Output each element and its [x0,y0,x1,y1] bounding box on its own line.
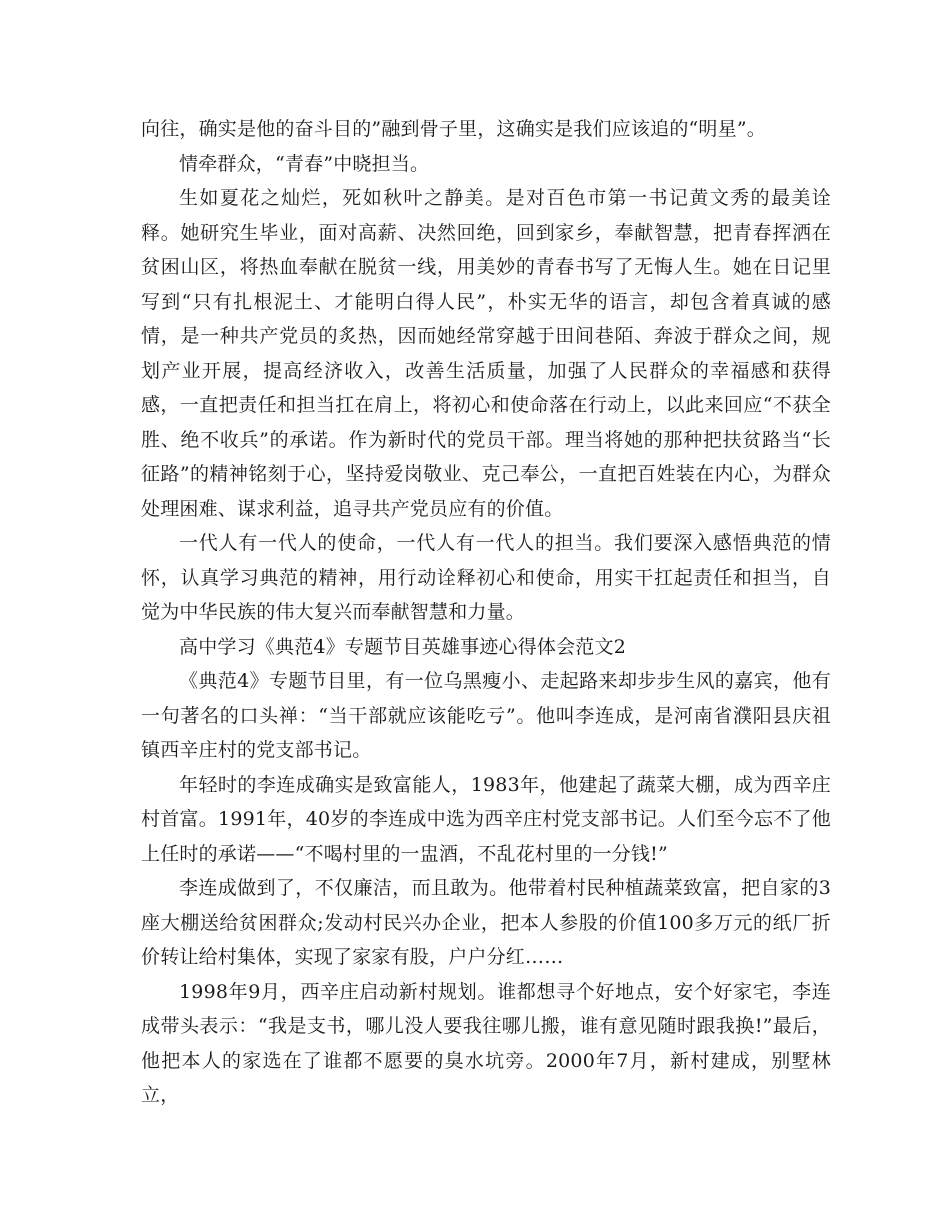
paragraph: 一代人有一代人的使命，一代人有一代人的担当。我们要深入感悟典范的情怀，认真学习典范的精神，用行动诠释初心和使命，用实干扛起责任和担当，自觉为中华民族的伟大复兴而奉献智慧和力量。 [141,532,831,623]
section-heading: 高中学习《典范4》专题节目英雄事迹心得体会范文2 [179,635,626,658]
paragraph: 1998年9月，西辛庄启动新村规划。谁都想寻个好地点，安个好家宅，李连成带头表示：“我是支书，哪儿没人要我往哪儿搬，谁有意见随时跟我换!”最后，他把本人的家选在了谁都不愿要的臭水坑旁。2000年7月，新村建成，别墅林立， [141,980,831,1106]
paragraph: 《典范4》专题节目里，有一位乌黑瘦小、走起路来却步步生风的嘉宾，他有一句著名的口头禅：“当干部就应该能吃亏”。他叫李连成，是河南省濮阳县庆祖镇西辛庄村的党支部书记。 [141,670,831,761]
paragraph-continuation: 向往，确实是他的奋斗目的”融到骨子里，这确实是我们应该追的“明星”。 [141,118,766,140]
document-body [141,112,831,1113]
paragraph: 生如夏花之灿烂，死如秋叶之静美。是对百色市第一书记黄文秀的最美诠释。她研究生毕业，面对高薪、决然回绝，回到家乡，奉献智慧，把青春挥洒在贫困山区，将热血奉献在脱贫一线，用美妙的青春书写了无悔人生。她在日记里写到“只有扎根泥土、才能明白得人民”，朴实无华的语言，却包含着真诚的感情，是一种共产党员的炙热，因而她经常穿越于田间巷陌、奔波于群众之间，规划产业开展，提高经济收入，改善生活质量，加强了人民群众的幸福感和获得感，一直把责任和担当扛在肩上，将初心和使命落在行动上，以此来回应“不获全胜、绝不收兵”的承诺。作为新时代的党员干部。理当将她的那种把扶贫路当“长征路”的精神铭刻于心，坚持爱岗敬业、克己奉公，一直把百姓装在内心，为群众处理困难、谋求利益，追寻共产党员应有的价值。 [141,187,831,520]
paragraph: 情牵群众，“青春”中晓担当。 [179,152,430,175]
paragraph: 李连成做到了，不仅廉洁，而且敢为。他带着村民种植蔬菜致富，把自家的3座大棚送给贫困群众;发动村民兴办企业，把本人参股的价值100多万元的纸厂折价转让给村集体，实现了家家有股，户户分红…… [141,877,831,968]
paragraph: 年轻时的李连成确实是致富能人，1983年，他建起了蔬菜大棚，成为西辛庄村首富。1991年，40岁的李连成中选为西辛庄村党支部书记。人们至今忘不了他上任时的承诺——“不喝村里的一盅酒，不乱花村里的一分钱!” [141,773,831,865]
